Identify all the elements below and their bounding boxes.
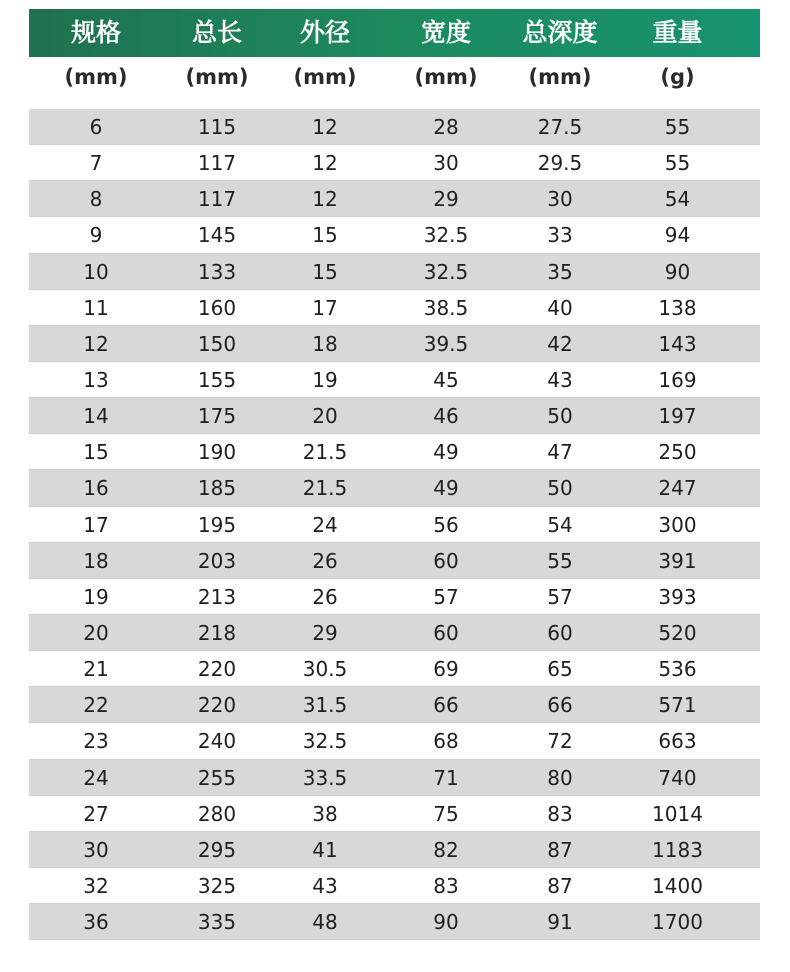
table-cell: 87 xyxy=(547,873,573,898)
table-cell: 15 xyxy=(83,440,109,465)
table-cell: 90 xyxy=(664,259,691,284)
table-cell: 250 xyxy=(658,440,697,465)
table-cell: 300 xyxy=(658,512,697,537)
table-row xyxy=(29,254,760,290)
table-cell: 42 xyxy=(547,331,573,356)
table-cell: 16 xyxy=(83,476,109,501)
table-row xyxy=(29,868,760,904)
column-header-total-length: 总长 xyxy=(191,18,242,47)
table-cell: 536 xyxy=(658,657,697,682)
table-cell: 21.5 xyxy=(302,440,348,465)
table-cell: 19 xyxy=(83,584,109,609)
table-cell: 82 xyxy=(433,837,459,862)
table-cell: 94 xyxy=(664,223,691,248)
table-cell: 9 xyxy=(89,223,103,248)
table-row xyxy=(29,470,760,506)
table-row xyxy=(29,832,760,868)
table-row xyxy=(29,290,760,326)
table-cell: 50 xyxy=(547,476,573,501)
table-cell: 15 xyxy=(312,223,338,248)
table-cell: 27.5 xyxy=(537,115,583,139)
table-cell: 11 xyxy=(83,295,109,320)
table-cell: 30 xyxy=(83,837,109,862)
table-row xyxy=(29,687,760,723)
table-row xyxy=(29,760,760,796)
table-cell: 117 xyxy=(197,151,237,176)
table-cell: 29.5 xyxy=(537,151,583,176)
table-cell: 17 xyxy=(83,512,109,537)
table-cell: 143 xyxy=(658,331,697,356)
table-cell: 280 xyxy=(197,801,237,826)
table-cell: 295 xyxy=(197,837,237,862)
table-cell: 60 xyxy=(433,548,459,573)
table-cell: 28 xyxy=(433,115,459,139)
table-cell: 32 xyxy=(83,873,109,898)
table-cell: 21.5 xyxy=(302,476,348,501)
table-cell: 740 xyxy=(658,765,697,790)
table-cell: 18 xyxy=(83,548,109,573)
table-cell: 24 xyxy=(312,512,338,537)
table-row xyxy=(29,434,760,470)
table-cell: 150 xyxy=(197,331,237,356)
table-cell: 72 xyxy=(547,729,573,754)
table-cell: 83 xyxy=(547,801,573,826)
unit-label: (mm) xyxy=(293,65,357,89)
table-cell: 391 xyxy=(658,548,697,573)
table-cell: 47 xyxy=(547,440,573,465)
table-cell: 38.5 xyxy=(423,295,469,320)
table-cell: 71 xyxy=(433,765,459,790)
table-row xyxy=(29,109,760,145)
table-row xyxy=(29,615,760,651)
table-cell: 13 xyxy=(83,367,109,392)
table-cell: 91 xyxy=(547,910,573,935)
table-cell: 197 xyxy=(658,404,697,429)
table-cell: 247 xyxy=(658,476,697,501)
table-cell: 40 xyxy=(547,295,573,320)
table-cell: 29 xyxy=(312,620,338,645)
table-cell: 41 xyxy=(312,837,338,862)
table-row xyxy=(29,326,760,362)
column-header-total-depth: 总深度 xyxy=(522,18,598,47)
table-row xyxy=(29,904,760,940)
table-cell: 66 xyxy=(433,693,459,718)
table-cell: 23 xyxy=(83,729,109,754)
table-row xyxy=(29,796,760,832)
table-cell: 10 xyxy=(83,259,109,284)
table-cell: 35 xyxy=(547,259,573,284)
table-cell: 325 xyxy=(197,873,237,898)
table-cell: 69 xyxy=(433,657,459,682)
table-cell: 27 xyxy=(83,801,109,826)
table-cell: 190 xyxy=(197,440,237,465)
table-cell: 57 xyxy=(433,584,459,609)
unit-label: (mm) xyxy=(64,65,128,89)
table-cell: 145 xyxy=(197,223,237,248)
table-cell: 49 xyxy=(433,476,459,501)
table-cell: 155 xyxy=(197,367,237,392)
table-cell: 185 xyxy=(197,476,237,501)
column-header-spec: 规格 xyxy=(70,18,121,47)
table-cell: 203 xyxy=(197,548,237,573)
table-cell: 520 xyxy=(658,620,697,645)
table-cell: 255 xyxy=(197,765,237,790)
table-cell: 33 xyxy=(547,223,573,248)
table-cell: 240 xyxy=(197,729,237,754)
table-cell: 1700 xyxy=(652,910,703,935)
table-cell: 55 xyxy=(547,548,573,573)
table-cell: 55 xyxy=(664,115,691,139)
table-cell: 195 xyxy=(197,512,237,537)
unit-label: (mm) xyxy=(528,65,592,89)
column-header-width: 宽度 xyxy=(420,18,471,47)
table-cell: 1183 xyxy=(652,837,703,862)
table-cell: 335 xyxy=(197,910,237,935)
table-header xyxy=(29,9,760,57)
table-cell: 60 xyxy=(547,620,573,645)
table-cell: 160 xyxy=(197,295,237,320)
table-cell: 75 xyxy=(433,801,459,826)
unit-label: (g) xyxy=(660,65,695,89)
unit-label: (mm) xyxy=(185,65,249,89)
table-cell: 43 xyxy=(312,873,338,898)
table-cell: 33.5 xyxy=(302,765,348,790)
table-cell: 32.5 xyxy=(423,223,469,248)
table-cell: 20 xyxy=(312,404,338,429)
table-cell: 46 xyxy=(433,404,459,429)
table-cell: 22 xyxy=(83,693,109,718)
table-cell: 65 xyxy=(547,657,573,682)
table-cell: 14 xyxy=(83,404,109,429)
table-row xyxy=(29,398,760,434)
table-cell: 138 xyxy=(658,295,697,320)
table-cell: 213 xyxy=(197,584,237,609)
table-cell: 80 xyxy=(547,765,573,790)
table-cell: 26 xyxy=(312,548,338,573)
table-cell: 68 xyxy=(433,729,459,754)
table-cell: 175 xyxy=(197,404,237,429)
table-cell: 32.5 xyxy=(302,729,348,754)
table-cell: 12 xyxy=(312,115,338,139)
table-row xyxy=(29,579,760,615)
table-cell: 50 xyxy=(547,404,573,429)
table-cell: 12 xyxy=(312,187,338,212)
table-cell: 31.5 xyxy=(302,693,348,718)
table-row xyxy=(29,723,760,759)
table-cell: 56 xyxy=(433,512,459,537)
table-cell: 24 xyxy=(83,765,109,790)
table-row xyxy=(29,362,760,398)
table-cell: 54 xyxy=(547,512,573,537)
table-row xyxy=(29,507,760,543)
column-header-outer-diameter: 外径 xyxy=(299,18,350,47)
table-cell: 115 xyxy=(197,115,237,139)
table-cell: 218 xyxy=(197,620,237,645)
table-body xyxy=(29,109,760,940)
table-row xyxy=(29,217,760,253)
table-cell: 663 xyxy=(658,729,697,754)
table-cell: 26 xyxy=(312,584,338,609)
table-cell: 36 xyxy=(83,910,109,935)
unit-row xyxy=(29,57,760,98)
table-row xyxy=(29,651,760,687)
table-cell: 66 xyxy=(547,693,573,718)
table-cell: 18 xyxy=(312,331,338,356)
table-cell: 30.5 xyxy=(302,657,348,682)
table-row xyxy=(29,181,760,217)
table-cell: 12 xyxy=(83,331,109,356)
table-cell: 571 xyxy=(658,693,697,718)
table-cell: 117 xyxy=(197,187,237,212)
table-cell: 8 xyxy=(89,187,103,212)
table-cell: 54 xyxy=(664,187,691,212)
table-cell: 32.5 xyxy=(423,259,469,284)
table-cell: 7 xyxy=(89,151,103,176)
table-cell: 20 xyxy=(83,620,109,645)
spec-table xyxy=(29,9,760,940)
table-cell: 220 xyxy=(197,693,237,718)
table-row xyxy=(29,145,760,181)
table-row xyxy=(29,543,760,579)
table-cell: 393 xyxy=(658,584,697,609)
column-header-weight: 重量 xyxy=(652,18,703,47)
table-cell: 60 xyxy=(433,620,459,645)
table-cell: 48 xyxy=(312,910,338,935)
table-cell: 29 xyxy=(433,187,459,212)
table-cell: 30 xyxy=(547,187,573,212)
table-cell: 39.5 xyxy=(423,331,469,356)
table-cell: 45 xyxy=(433,367,459,392)
table-cell: 169 xyxy=(658,367,697,392)
unit-label: (mm) xyxy=(414,65,478,89)
table-cell: 87 xyxy=(547,837,573,862)
table-cell: 1400 xyxy=(652,873,703,898)
table-cell: 1014 xyxy=(652,801,703,826)
table-cell: 220 xyxy=(197,657,237,682)
table-cell: 17 xyxy=(312,295,338,320)
table-cell: 83 xyxy=(433,873,459,898)
table-cell: 15 xyxy=(312,259,338,284)
table-cell: 57 xyxy=(547,584,573,609)
table-cell: 30 xyxy=(433,151,459,176)
table-cell: 12 xyxy=(312,151,338,176)
table-cell: 49 xyxy=(433,440,459,465)
table-cell: 90 xyxy=(433,910,459,935)
table-cell: 55 xyxy=(664,151,691,176)
table-cell: 21 xyxy=(83,657,109,682)
table-cell: 6 xyxy=(89,115,103,139)
table-cell: 43 xyxy=(547,367,573,392)
table-cell: 38 xyxy=(312,801,338,826)
table-cell: 19 xyxy=(312,367,338,392)
table-cell: 133 xyxy=(197,259,237,284)
